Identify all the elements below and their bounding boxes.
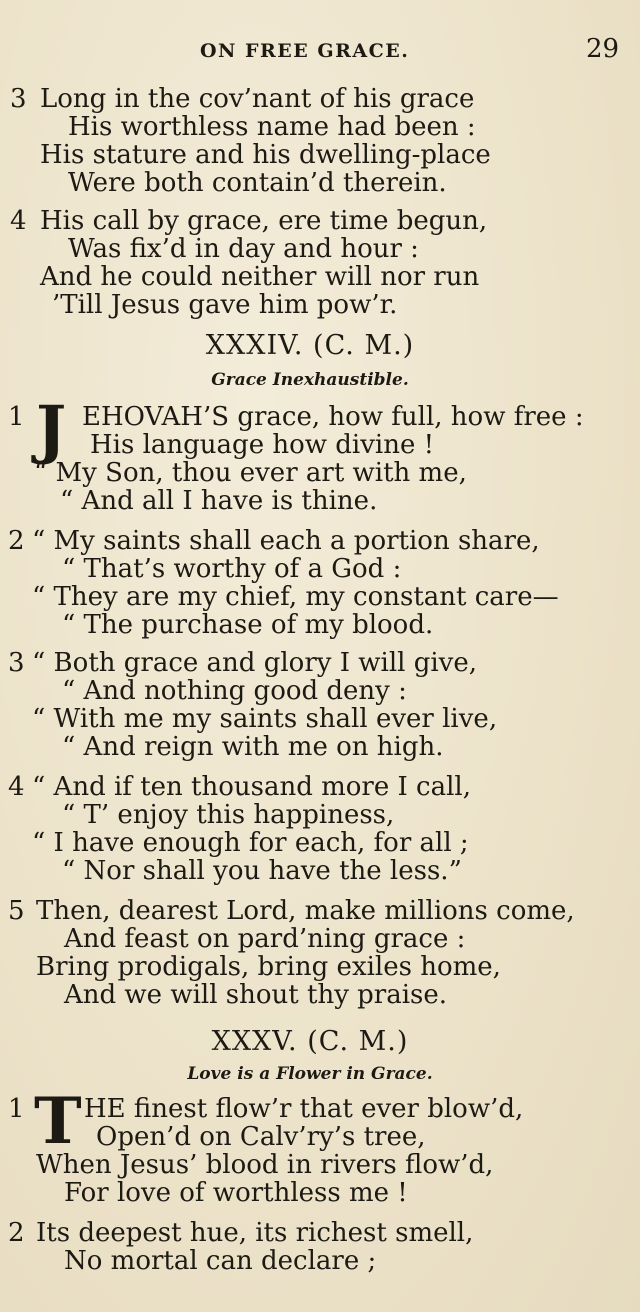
verse-line: Bring prodigals, bring exiles home, (36, 952, 501, 982)
verse-line: “ And nothing good deny : (62, 676, 407, 706)
verse-line: “ That’s worthy of a God : (62, 554, 402, 584)
stanza-number: 4 (10, 206, 27, 236)
hymn-subtitle: Grace Inexhaustible. (211, 370, 409, 390)
verse-line: Was fix’d in day and hour : (68, 234, 419, 264)
running-head: ON FREE GRACE. (200, 40, 410, 62)
verse-line: Long in the cov’nant of his grace (40, 84, 475, 114)
hymn-subtitle: Love is a Flower in Grace. (187, 1064, 433, 1084)
stanza-number: 3 (8, 648, 25, 678)
verse-line: “ My saints shall each a portion share, (32, 526, 540, 556)
verse-line: His language how divine ! (90, 430, 435, 460)
verse-line: Were both contain’d therein. (68, 168, 447, 198)
verse-line: And we will shout thy praise. (64, 980, 448, 1010)
stanza-number: 4 (8, 772, 25, 802)
drop-cap: T (34, 1084, 82, 1159)
verse-line: EHOVAH’S grace, how full, how free : (82, 402, 584, 432)
hymn-title: XXXIV. (C. M.) (205, 330, 415, 361)
verse-line: Open’d on Calv’ry’s tree, (96, 1122, 426, 1152)
verse-line: When Jesus’ blood in rivers flow’d, (36, 1150, 494, 1180)
verse-line: Then, dearest Lord, make millions come, (36, 896, 575, 926)
stanza-number: 2 (8, 1218, 25, 1248)
verse-line: “ And if ten thousand more I call, (32, 772, 472, 802)
verse-line: His stature and his dwelling-place (40, 140, 491, 170)
stanza-number: 1 (8, 402, 25, 432)
drop-cap: J (36, 392, 67, 467)
stanza-number: 2 (8, 526, 25, 556)
hymn-title: XXXV. (C. M.) (211, 1026, 409, 1057)
verse-line: And he could neither will nor run (40, 262, 480, 292)
page-number: 29 (586, 34, 620, 64)
verse-line: “ My Son, thou ever art with me, (34, 458, 467, 488)
stanza-number: 3 (10, 84, 27, 114)
verse-line: HE finest flow’r that ever blow’d, (84, 1094, 524, 1124)
stanza-number: 5 (8, 896, 25, 926)
verse-line: “ They are my chief, my constant care— (32, 582, 559, 612)
verse-line: His call by grace, ere time begun, (40, 206, 488, 236)
stanza-number: 1 (8, 1094, 25, 1124)
verse-line: Its deepest hue, its richest smell, (36, 1218, 474, 1248)
verse-line: “ The purchase of my blood. (62, 610, 434, 640)
verse-line: No mortal can declare ; (64, 1246, 377, 1276)
verse-line: “ With me my saints shall ever live, (32, 704, 498, 734)
verse-line: And feast on pard’ning grace : (64, 924, 466, 954)
verse-line: “ Nor shall you have the less.” (62, 856, 462, 886)
verse-line: “ And reign with me on high. (62, 732, 444, 762)
verse-line: “ I have enough for each, for all ; (32, 828, 469, 858)
verse-line: His worthless name had been : (68, 112, 476, 142)
verse-line: “ And all I have is thine. (60, 486, 378, 516)
page-header (0, 34, 640, 70)
verse-line: For love of worthless me ! (64, 1178, 408, 1208)
verse-line: ’Till Jesus gave him pow’r. (52, 290, 398, 320)
verse-line: “ T’ enjoy this happiness, (62, 800, 395, 830)
verse-line: “ Both grace and glory I will give, (32, 648, 478, 678)
